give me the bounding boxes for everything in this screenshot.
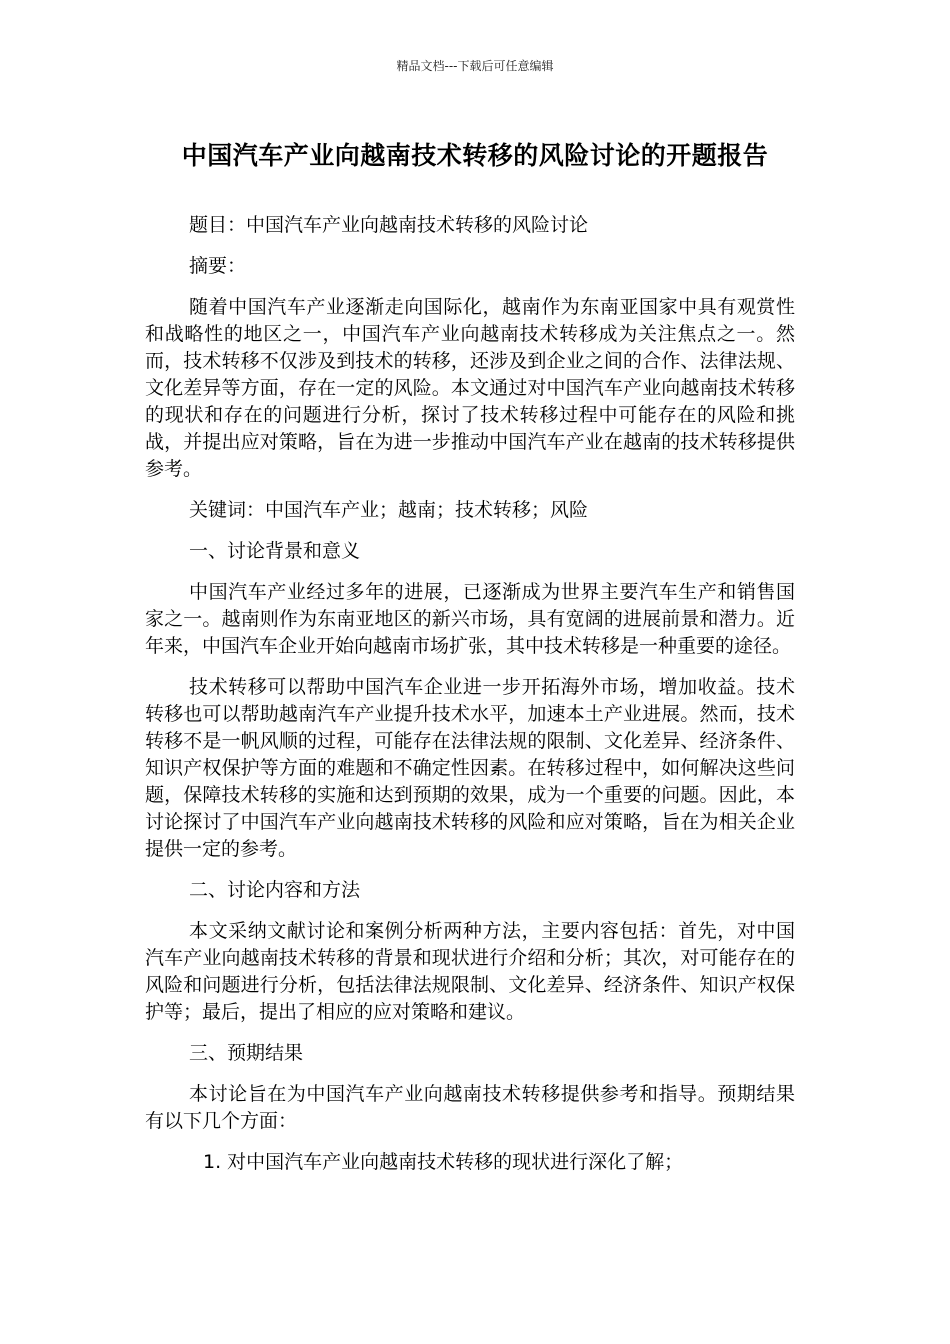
section-3-paragraph-1: 本讨论旨在为中国汽车产业向越南技术转移提供参考和指导。预期结果有以下几个方面： — [145, 1083, 795, 1132]
section-3-heading: 三、预期结果 — [189, 1042, 304, 1064]
keywords-line: 关键词：中国汽车产业；越南；技术转移；风险 — [189, 499, 589, 521]
abstract-body: 随着中国汽车产业逐渐走向国际化，越南作为东南亚国家中具有观赏性和战略性的地区之一，中国汽车产业向越南技术转移成为关注焦点之一。然而，技术转移不仅涉及到技术的转移，还涉及到企业之间的合作、法律法规、文化差异等方面，存在一定的风险。本文通过对中国汽车产业向越南技术转移的现状和存在的问题进行分析，探讨了技术转移过程中可能存在的风险和挑战，并提出应对策略，旨在为进一步推动中国汽车产业在越南的技术转移提供参考。 — [145, 296, 795, 480]
section-2-paragraph-1: 本文采纳文献讨论和案例分析两种方法，主要内容包括：首先，对中国汽车产业向越南技术转移的背景和现状进行介绍和分析；其次，对可能存在的风险和问题进行分析，包括法律法规限制、文化差异、经济条件、知识产权保护等；最后，提出了相应的应对策略和建议。 — [145, 920, 795, 1023]
section-1-paragraph-2: 技术转移可以帮助中国汽车企业进一步开拓海外市场，增加收益。技术转移也可以帮助越南汽车产业提升技术水平，加速本土产业进展。然而，技术转移不是一帆风顺的过程，可能存在法律法规的限制、文化差异、经济条件、知识产权保护等方面的难题和不确定性因素。在转移过程中，如何解决这些问题，保障技术转移的实施和达到预期的效果，成为一个重要的问题。因此，本讨论探讨了中国汽车产业向越南技术转移的风险和应对策略，旨在为相关企业提供一定的参考。 — [145, 676, 795, 860]
abstract-label: 摘要： — [189, 255, 247, 277]
list-item: 1. 对中国汽车产业向越南技术转移的现状进行深化了解； — [203, 1151, 684, 1173]
topic-line: 题目：中国汽车产业向越南技术转移的风险讨论 — [189, 214, 589, 236]
section-1-heading: 一、讨论背景和意义 — [189, 540, 361, 562]
header-note: 精品文档---下载后可任意编辑 — [396, 59, 554, 73]
document-title: 中国汽车产业向越南技术转移的风险讨论的开题报告 — [181, 141, 769, 170]
section-2-heading: 二、讨论内容和方法 — [189, 879, 361, 901]
document-body — [145, 212, 795, 1190]
section-1-paragraph-1: 中国汽车产业经过多年的进展，已逐渐成为世界主要汽车生产和销售国家之一。越南则作为东南亚地区的新兴市场，具有宽阔的进展前景和潜力。近年来，中国汽车企业开始向越南市场扩张，其中技术转移是一种重要的途径。 — [145, 581, 795, 657]
